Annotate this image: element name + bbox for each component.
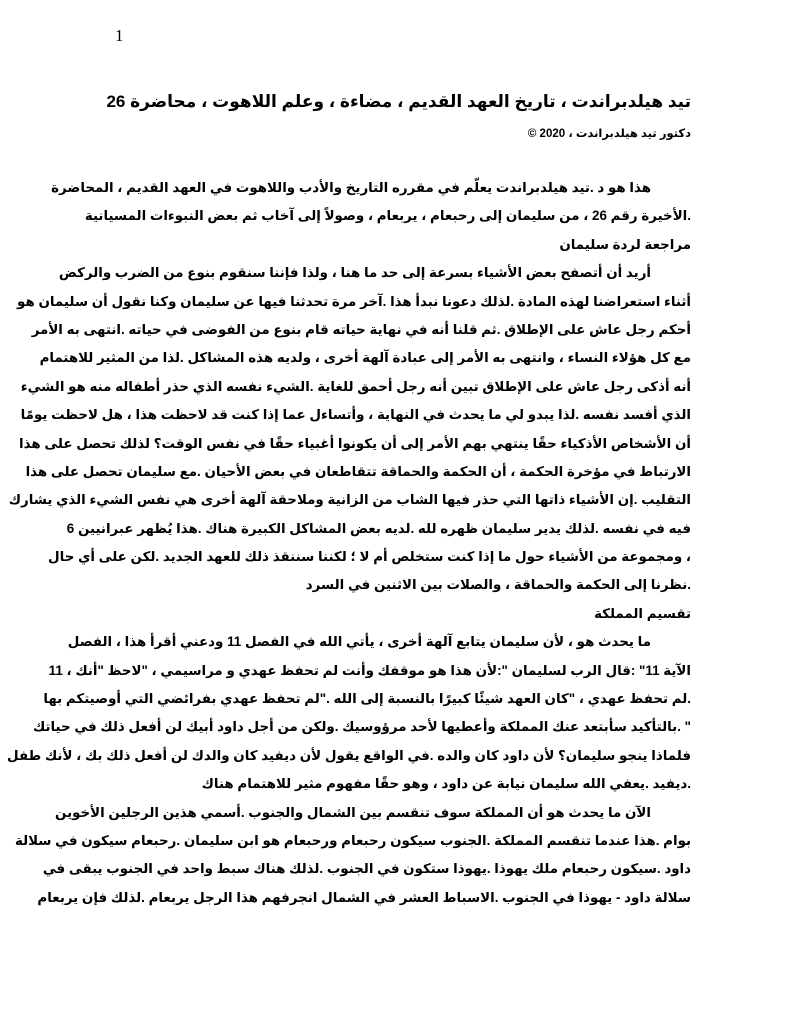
text-line: هذا هو د .تيد هيلدبراندت يعلّم في مقرره التاريخ والأدب واللاهوت في العهد القديم ، المحاضرة — [51, 180, 651, 195]
text-line: .لم تحفظ عهدي ، "كان العهد شيئًا كبيرًا بالنسبة إلى الله ."لم تحفظ عهدي بفرائضي التي أوصيتكم بها — [43, 691, 691, 707]
text-line: مع كل هؤلاء النساء ، وانتهى به الأمر إلى عبادة آلهة أخرى ، ولديه هذه المشاكل .لذا من المثير للاهتمام — [39, 350, 691, 366]
text-line: الآية 11" :قال الرب لسليمان ":لأن هذا هو موقفك وأنت لم تحفظ عهدي و مراسيمي ، "لاحظ "أنك ، 11 — [48, 662, 691, 678]
text-line: أثناء استعراضنا لهذه المادة .لذلك دعونا نبدأ هذا .آخر مرة تحدثنا فيها عن سليمان وكنا نقول أن سليمان هو — [17, 293, 691, 309]
text-line: داود .سيكون رحبعام ملك يهوذا .يهوذا ستكون في الجنوب .لذلك هناك سبط واحد في الجنوب يبقى في — [42, 861, 691, 877]
text-line: ، ومجموعة من الأشياء حول ما إذا كنت ستخلص أم لا ؛ لكننا سننقذ ذلك للعهد الجديد .لكن على أي حال — [48, 549, 691, 565]
text-line: .نظرنا إلى الحكمة والحماقة ، والصلات بين الاثنين في السرد — [305, 577, 691, 593]
section-paragraph — [8, 259, 691, 600]
text-line: سلالة داود - يهوذا في الجنوب .الاسباط العشر في الشمال انجرفهم هذا الرجل يربعام .لذلك فإن يربعام — [37, 889, 691, 905]
section-heading: مراجعة لردة سليمان — [559, 236, 691, 252]
text-line: الآن ما يحدث هو أن المملكة سوف تنقسم بين الشمال والجنوب .أسمي هذين الرجلين الأخوين — [55, 804, 651, 820]
section-heading: تقسيم المملكة — [594, 605, 691, 621]
document-title: تيد هيلدبراندت ، تاريخ العهد القديم ، مضاءة ، وعلم اللاهوت ، محاضرة 26 — [106, 92, 691, 111]
page-number: 1 — [115, 26, 124, 45]
text-line: الذي أفسد نفسه .لذا يبدو لي ما يحدث في النهاية ، وأتساءل عما إذا كنت قد لاحظت هذا ، هل لاحظت يومًا — [20, 407, 691, 423]
text-line: فلماذا ينجو سليمان؟ لأن داود كان والده .في الواقع يقول لأن ديفيد كان والدك لن أفعل ذلك بك ، لأنك طفل — [7, 747, 691, 763]
text-line: " .بالتأكيد سأبتعد عنك المملكة وأعطيها لأحد مرؤوسيك .ولكن من أجل داود أبيك لن أفعل ذلك في حياتك — [33, 719, 691, 735]
section-paragraph — [14, 799, 691, 913]
copyright-line: دكتور تيد هيلدبراندت ، 2020 © — [527, 128, 691, 140]
text-line: ما يحدث هو ، لأن سليمان يتابع آلهة أخرى ، يأتي الله في الفصل 11 ودعني أقرأ هذا ، الفصل — [67, 634, 651, 650]
intro-paragraph — [51, 174, 691, 231]
text-line: التقليب .إن الأشياء ذاتها التي حذر فيها الشاب من الزانية وملاحقة آلهة أخرى هي نفس الشيء الذي يشارك — [8, 492, 691, 508]
text-line: أنه أذكى رجل عاش على الإطلاق تبين أنه رجل أحمق للغاية .الشيء نفسه الذي حذر أطفاله منه هو الشيء — [20, 378, 691, 394]
text-line: بوام .هذا عندما تنقسم المملكة .الجنوب سيكون رحبعام ورحبعام هو ابن سليمان .رحبعام سيكون في سلالة — [14, 832, 691, 848]
text-line: الارتباط في مؤخرة الحكمة ، أن الحكمة والحماقة تتقاطعان في بعض الأحيان .مع سليمان تحصل على هذا — [25, 463, 691, 479]
text-line: أريد أن أتصفح بعض الأشياء بسرعة إلى حد ما هنا ، ولذا فإننا سنقوم بنوع من الضرب والركض — [58, 265, 651, 281]
text-line: أن الأشخاص الأذكياء حقًا ينتهي بهم الأمر إلى أن يكونوا أغبياء حقًا في نفس الوقت؟ لذلك تحصل على هذا — [19, 435, 691, 451]
text-line: .ديفيد .يعفي الله سليمان نيابة عن داود ، وهو حقًا مفهوم مثير للاهتمام هناك — [201, 776, 691, 792]
text-line: فيه في نفسه .لذلك يدير سليمان ظهره لله .لديه بعض المشاكل الكبيرة هناك .هذا يُظهر عبرانيين 6 — [66, 520, 691, 536]
text-line: أحكم رجل عاش على الإطلاق .ثم قلنا أنه في نهاية حياته قام بنوع من الفوضى في حياته .انتهى به الأمر — [31, 321, 691, 337]
document-body — [7, 174, 691, 912]
section-paragraph — [7, 628, 691, 798]
text-line: .الأخيرة رقم 26 ، من سليمان إلى رحبعام ، يربعام ، وصولاً إلى آخاب ثم بعض النبوءات المسيانية — [84, 208, 691, 224]
